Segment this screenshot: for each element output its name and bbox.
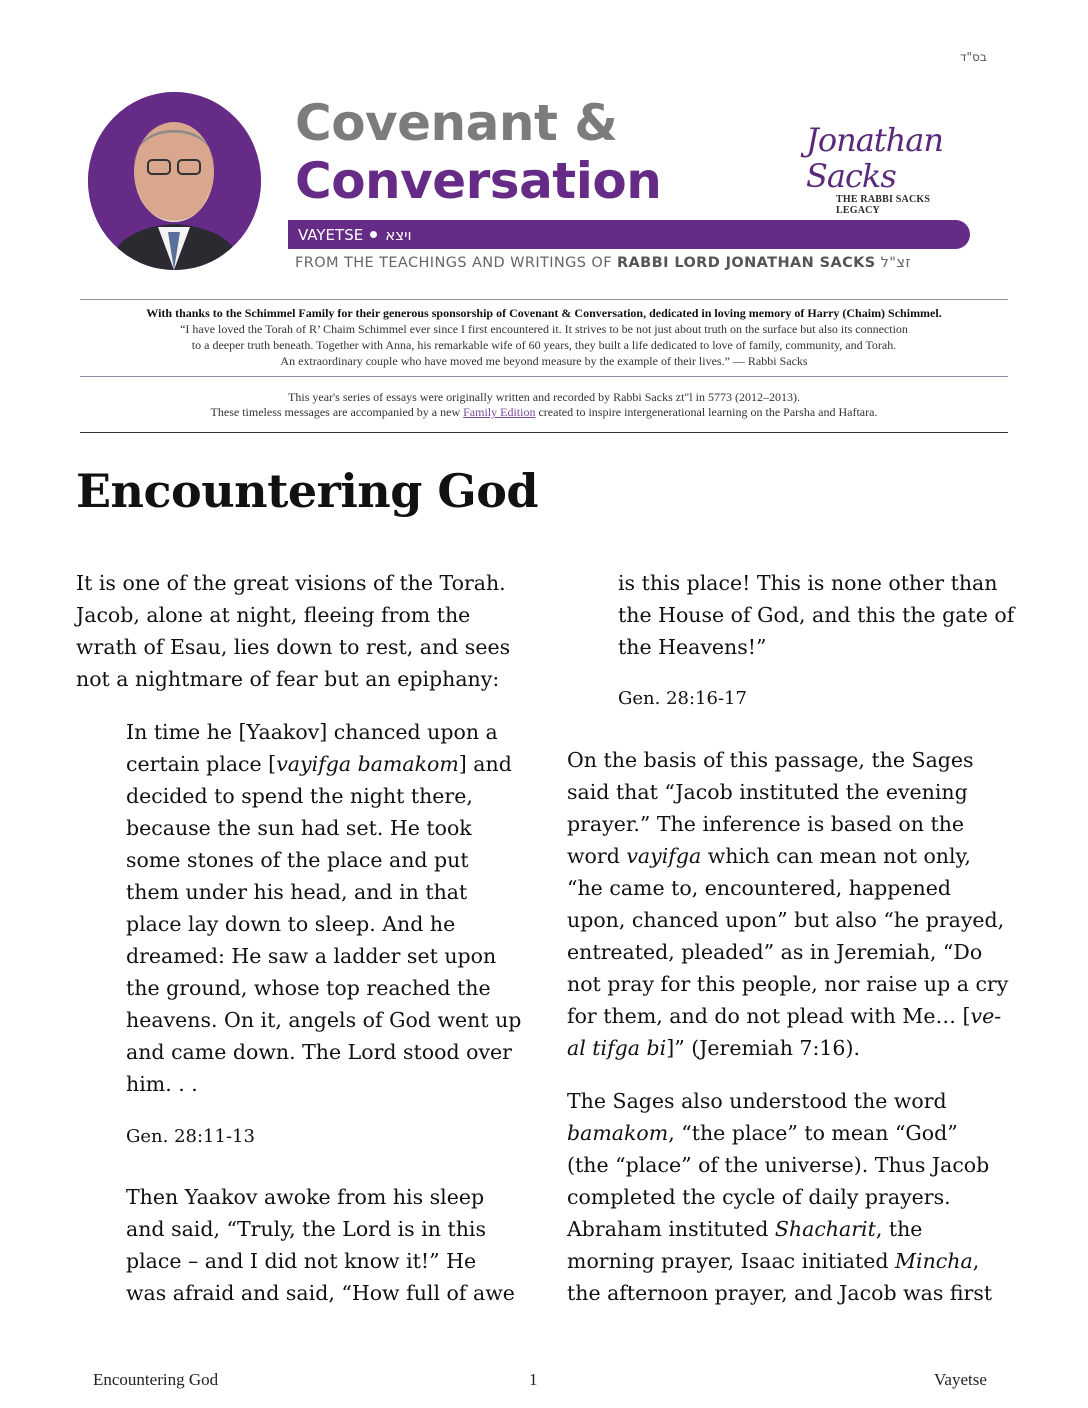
text-line: decided to spend the night there, — [126, 784, 473, 808]
text-span: , the — [875, 1217, 923, 1241]
text-span: morning prayer, Isaac initiated — [567, 1249, 896, 1273]
article-title: Encountering God — [76, 464, 539, 518]
signature-logo: Jonathan Sacks — [806, 121, 943, 195]
block-quote-2-part-1 — [126, 1181, 526, 1309]
text-line: entreated, pleaded” as in Jeremiah, “Do — [567, 940, 983, 964]
italic-term: vayifga — [626, 844, 702, 868]
text-line: was afraid and said, “How full of awe — [126, 1281, 515, 1305]
text-line: wrath of Esau, lies down to rest, and sees — [76, 635, 511, 659]
text-span: word — [567, 844, 627, 868]
text-line: place lay down to sleep. And he — [126, 912, 456, 936]
text-line — [126, 748, 526, 780]
text-line: Then Yaakov awoke from his sleep — [126, 1185, 485, 1209]
hebrew-marker: בס"ד — [960, 50, 987, 64]
parsha-english: VAYETSE — [298, 225, 364, 244]
text-line: (the “place” of the universe). Thus Jacob — [567, 1153, 990, 1177]
sponsorship-thanks: With thanks to the Schimmel Family for their generous sponsorship of Covenant & Conversation, dedicated in loving memory of Harry (Chaim) Schimmel. — [146, 306, 942, 320]
series-line-1: This year's series of essays were originally written and recorded by Rabbi Sacks zt"l in 5773 (2012–2013). — [288, 390, 800, 404]
page-number: 1 — [529, 1370, 538, 1389]
title-covenant: Covenant & — [295, 94, 618, 152]
text-span: certain place [ — [126, 752, 277, 776]
text-line: him. . . — [126, 1072, 198, 1096]
paragraph-evening-prayer — [567, 744, 1017, 1064]
footer-title: Encountering God — [93, 1370, 219, 1389]
quote-reference-1 — [126, 1121, 255, 1153]
rabbi-portrait-image — [88, 92, 261, 270]
text-line: Jacob, alone at night, fleeing from the — [76, 603, 471, 627]
text-line: not pray for this people, nor raise up a cry — [567, 972, 1009, 996]
text-line: because the sun had set. He took — [126, 816, 472, 840]
divider-top — [80, 299, 1008, 300]
text-line — [567, 1000, 1017, 1032]
series-line-2 — [80, 405, 1008, 420]
italic-term: Shacharit — [774, 1217, 876, 1241]
text-span: , — [972, 1249, 980, 1273]
text-line: It is one of the great visions of the Torah. — [76, 571, 506, 595]
text-line — [567, 1245, 1017, 1277]
teachings-byline — [295, 255, 911, 271]
text-span: ] and — [458, 752, 512, 776]
text-span: which can mean not only, — [701, 844, 971, 868]
text-line — [567, 1032, 1017, 1064]
sponsorship-quote-line: “I have loved the Torah of R’ Chaim Schimmel ever since I first encountered it. It strives to be not just about truth on the surface but also its connection — [180, 322, 908, 336]
divider-bottom — [80, 432, 1008, 433]
text-span: ]” (Jeremiah 7:16). — [666, 1036, 860, 1060]
italic-term: ve- — [970, 1004, 1002, 1028]
text-line: and came down. The Lord stood over — [126, 1040, 512, 1064]
sponsorship-block — [80, 305, 1008, 369]
italic-term: al tifga bi — [567, 1036, 667, 1060]
block-quote-2-part-2 — [618, 567, 1018, 663]
text-line — [567, 840, 1017, 872]
text-line: heavens. On it, angels of God went up — [126, 1008, 522, 1032]
text-line: some stones of the place and put — [126, 848, 469, 872]
title-conversation: Conversation — [295, 152, 662, 210]
portrait-icon — [88, 92, 261, 270]
rabbi-sacks-legacy-logo[interactable] — [806, 121, 966, 216]
series-line-2-suffix: created to inspire intergenerational learning on the Parsha and Haftara. — [535, 405, 878, 419]
text-line: The Sages also understood the word — [567, 1089, 947, 1113]
logo-subtitle: THE RABBI SACKS LEGACY — [836, 194, 931, 216]
quote-reference-2 — [618, 683, 747, 715]
text-line: “he came to, encountered, happened — [567, 876, 952, 900]
series-line-2-prefix: These timeless messages are accompanied by a new — [210, 405, 464, 419]
text-line: and said, “Truly, the Lord is in this — [126, 1217, 486, 1241]
text-line: the Heavens!” — [618, 635, 767, 659]
paragraph-daily-prayers — [567, 1085, 1017, 1309]
text-line: On the basis of this passage, the Sages — [567, 748, 974, 772]
reference-text: Gen. 28:16-17 — [618, 688, 747, 709]
intro-paragraph — [76, 567, 526, 695]
author-name: RABBI LORD JONATHAN SACKS — [616, 255, 876, 271]
reference-text: Gen. 28:11-13 — [126, 1126, 255, 1147]
italic-term: Mincha — [895, 1249, 973, 1273]
text-span: Abraham instituted — [567, 1217, 775, 1241]
text-line: the ground, whose top reached the — [126, 976, 491, 1000]
text-line: completed the cycle of daily prayers. — [567, 1185, 951, 1209]
teachings-prefix: FROM THE TEACHINGS AND WRITINGS OF — [295, 255, 617, 271]
series-note — [80, 390, 1008, 420]
text-line: said that “Jacob instituted the evening — [567, 780, 968, 804]
parsha-banner — [288, 220, 970, 249]
text-line: prayer.” The inference is based on the — [567, 812, 965, 836]
text-line — [567, 1117, 1017, 1149]
text-line: is this place! This is none other than — [618, 571, 998, 595]
sponsorship-quote-line: An extraordinary couple who have moved me beyond measure by the example of their lives.” — Rabbi Sacks — [280, 354, 808, 368]
italic-term: vayifga bamakom — [276, 752, 459, 776]
family-edition-link[interactable]: Family Edition — [463, 405, 536, 419]
text-line: the afternoon prayer, and Jacob was first — [567, 1281, 993, 1305]
text-line: place – and I did not know it!” He — [126, 1249, 477, 1273]
parsha-hebrew: ויצא — [385, 225, 412, 244]
text-line — [567, 1213, 1017, 1245]
text-span: for them, and do not plead with Me… [ — [567, 1004, 971, 1028]
text-line: In time he [Yaakov] chanced upon a — [126, 720, 498, 744]
text-line: them under his head, and in that — [126, 880, 468, 904]
sponsorship-quote-line: to a deeper truth beneath. Together with Anna, his remarkable wife of 60 years, they built a life dedicated to love of family, community, and Torah. — [191, 338, 897, 352]
italic-term: bamakom — [567, 1121, 669, 1145]
block-quote-1 — [126, 716, 526, 1100]
text-line: dreamed: He saw a ladder set upon — [126, 944, 497, 968]
bullet-dot-icon — [370, 231, 377, 238]
teachings-suffix: זצ"ל — [875, 255, 911, 271]
divider-middle — [80, 376, 1008, 377]
footer-parsha: Vayetse — [934, 1370, 987, 1389]
text-line: upon, chanced upon” but also “he prayed, — [567, 908, 1005, 932]
text-line: not a nightmare of fear but an epiphany: — [76, 667, 500, 691]
text-span: , “the place” to mean “God” — [668, 1121, 958, 1145]
text-line: the House of God, and this the gate of — [618, 603, 1015, 627]
